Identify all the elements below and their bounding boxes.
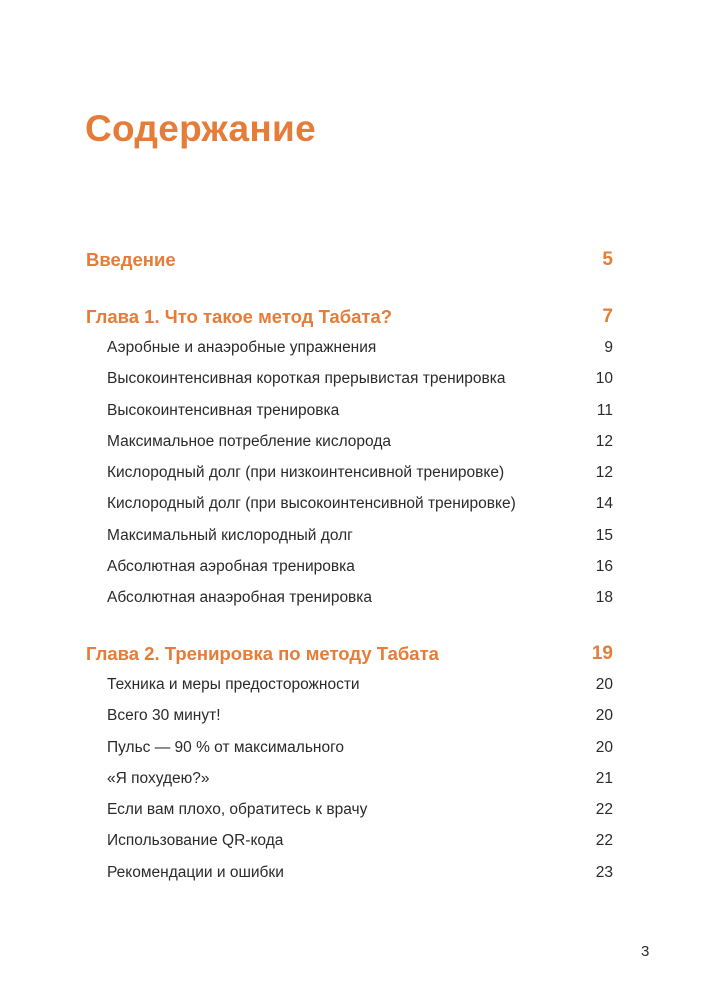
toc-subentry[interactable] xyxy=(0,464,708,488)
toc-entry-label: Аэробные и анаэробные упражнения xyxy=(107,339,377,356)
toc-subentry[interactable] xyxy=(0,801,708,825)
toc-subentry[interactable] xyxy=(0,433,708,457)
toc-entry-page: 20 xyxy=(595,676,613,693)
toc-entry-label: Введение xyxy=(86,249,176,270)
toc-entry-page: 5 xyxy=(602,249,613,270)
toc-entry-label: Кислородный долг (при низкоинтенсивной тренировке) xyxy=(107,464,505,481)
toc-entry-label: Использование QR-кода xyxy=(107,832,284,850)
toc-subentry[interactable] xyxy=(0,707,708,731)
toc-entry-page: 20 xyxy=(595,707,613,725)
toc-subentry[interactable] xyxy=(0,402,708,426)
toc-entry-label: Кислородный долг (при высокоинтенсивной тренировке) xyxy=(107,495,516,513)
toc-entry-page: 18 xyxy=(595,589,613,606)
page-title: Содержание xyxy=(85,108,316,149)
toc-entry-page: 21 xyxy=(595,769,613,787)
toc-entry-label: Глава 1. Что такое метод Табата? xyxy=(86,306,393,327)
toc-entry-label: Пульс — 90 % от максимального xyxy=(107,738,345,756)
toc-entry-label: Высокоинтенсивная короткая прерывистая тренировка xyxy=(107,370,506,388)
toc-entry-label: Техника и меры предосторожности xyxy=(107,676,360,693)
toc-entry-label: Если вам плохо, обратитесь к врачу xyxy=(107,801,368,818)
toc-entry-page: 12 xyxy=(595,464,613,481)
toc-subentry[interactable] xyxy=(0,370,708,394)
toc-chapter-2[interactable] xyxy=(0,643,708,667)
toc-subentry[interactable] xyxy=(0,495,708,519)
toc-entry-page: 12 xyxy=(595,432,613,450)
toc-subentry[interactable] xyxy=(0,589,708,613)
toc-entry-page: 15 xyxy=(595,526,613,544)
toc-entry-label: Максимальный кислородный долг xyxy=(107,526,353,544)
toc-subentry[interactable] xyxy=(0,676,708,700)
toc-entry-page: 20 xyxy=(595,738,613,756)
toc-subentry[interactable] xyxy=(0,558,708,582)
toc-entry-page: 19 xyxy=(591,643,613,664)
toc-entry-label: Глава 2. Тренировка по методу Табата xyxy=(86,643,439,664)
toc-subentry[interactable] xyxy=(0,832,708,856)
toc-entry-label: Всего 30 минут! xyxy=(107,707,221,725)
toc-entry-page: 23 xyxy=(595,863,613,881)
toc-chapter-1[interactable] xyxy=(0,306,708,330)
toc-entry-label: Высокоинтенсивная тренировка xyxy=(107,401,340,419)
toc-entry-label: «Я похудею?» xyxy=(107,769,210,787)
toc-entry-page: 22 xyxy=(595,801,613,818)
toc-entry-page: 9 xyxy=(604,339,613,356)
toc-subentry[interactable] xyxy=(0,527,708,551)
toc-entry-intro[interactable] xyxy=(0,249,708,273)
toc-entry-label: Абсолютная аэробная тренировка xyxy=(107,557,355,575)
toc-entry-page: 10 xyxy=(595,370,613,388)
toc-entry-page: 14 xyxy=(595,495,613,513)
toc-entry-page: 22 xyxy=(595,832,613,850)
toc-entry-page: 11 xyxy=(596,401,613,419)
toc-entry-page: 16 xyxy=(595,557,613,575)
toc-entry-page: 7 xyxy=(602,306,613,327)
toc-subentry[interactable] xyxy=(0,739,708,763)
toc-subentry[interactable] xyxy=(0,339,708,363)
toc-subentry[interactable] xyxy=(0,770,708,794)
page-number: 3 xyxy=(641,943,650,960)
toc-entry-label: Рекомендации и ошибки xyxy=(107,863,284,881)
toc-entry-label: Абсолютная анаэробная тренировка xyxy=(107,589,373,606)
toc-subentry[interactable] xyxy=(0,864,708,888)
toc-entry-label: Максимальное потребление кислорода xyxy=(107,432,391,450)
